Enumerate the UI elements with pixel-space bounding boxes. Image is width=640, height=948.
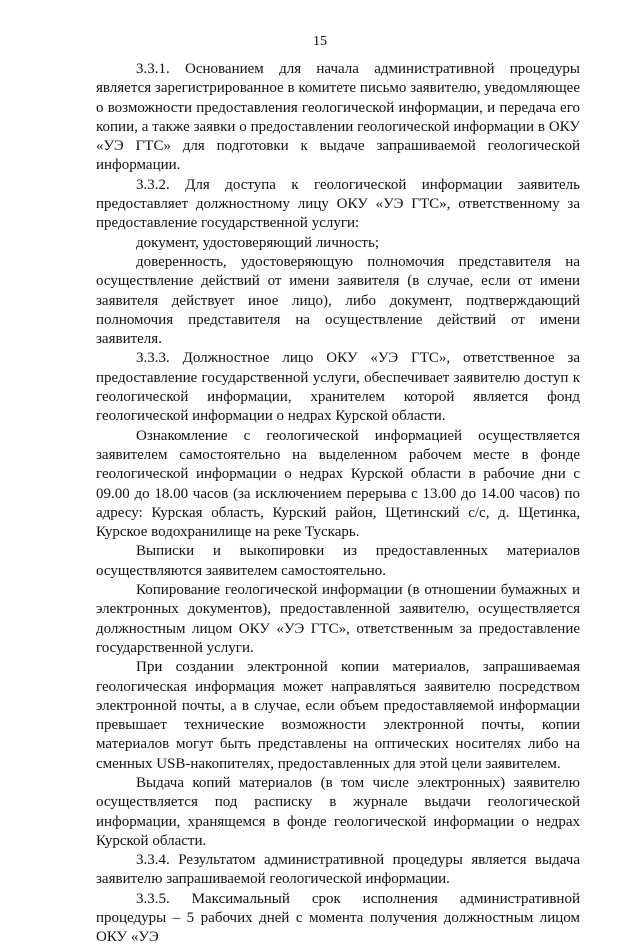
page-number: 15 bbox=[313, 34, 327, 49]
paragraph-3-3-1: 3.3.1. Основанием для начала административной процедуры является зарегистрированное в комитете письмо заявителю, уведомляющее о возможности предоставления геологической информации, и передача его копии, а также заявки о предоставлении геологической информации в ОКУ «УЭ ГТС» для подготовки к выдаче запрашиваемой геологической информации. bbox=[96, 61, 580, 174]
paragraph-issuance: Выдача копий материалов (в том числе электронных) заявителю осуществляется под расписку в журнале выдачи геологической информации, хранящемся в фонде геологической информации о недрах Курской области. bbox=[96, 774, 580, 849]
paragraph-copying: Копирование геологической информации (в отношении бумажных и электронных документов), предоставленной заявителю, осуществляется должностным лицом ОКУ «УЭ ГТС», ответственным за предоставление государственной услуги. bbox=[96, 582, 580, 656]
paragraph-3-3-4: 3.3.4. Результатом административной процедуры является выдача заявителю запрашиваемой геологической информации. bbox=[96, 852, 580, 888]
paragraph-3-3-5: 3.3.5. Максимальный срок исполнения административной процедуры – 5 рабочих дней с момента получения должностным лицом ОКУ «УЭ bbox=[96, 890, 580, 946]
list-item-power-of-attorney: доверенность, удостоверяющую полномочия представителя на осуществление действий от имени заявителя (в случае, если от имени заявителя действует иное лицо), либо документ, подтверждающий полномочия представителя на осуществление действий от имени заявителя. bbox=[96, 253, 580, 348]
paragraph-familiarization: Ознакомление с геологической информацией осуществляется заявителем самостоятельно на выделенном рабочем месте в фонде геологической информации о недрах Курской области в рабочие дни с 09.00 до 18.00 часов (за исключением перерыва с 13.00 до 14.00 часов) по адресу: Курская область, Курский район, Щетинский с/с, д. Щетинка, Курское водохранилище на реке Тускарь. bbox=[96, 427, 580, 541]
paragraph-3-3-2: 3.3.2. Для доступа к геологической информации заявитель предоставляет должностному лицу ОКУ «УЭ ГТС», ответственному за предоставление государственной услуги: bbox=[96, 176, 580, 232]
paragraph-3-3-3: 3.3.3. Должностное лицо ОКУ «УЭ ГТС», ответственное за предоставление государственной услуги, обеспечивает заявителю доступ к геологической информации, хранителем которой является фонд геологической информации о недрах Курской области. bbox=[96, 350, 580, 425]
paragraph-extracts: Выписки и выкопировки из предоставленных материалов осуществляются заявителем самостоятельно. bbox=[96, 543, 580, 579]
document-body bbox=[96, 60, 580, 948]
paragraph-electronic-copy: При создании электронной копии материалов, запрашиваемая геологическая информация может направляться заявителю посредством электронной почты, а в случае, если объем предоставляемой информации превышает технические возможности электронной почты, копии материалов могут быть представлены на оптических носителях либо на сменных USB-накопителях, предоставленных для этой цели заявителем. bbox=[96, 659, 580, 772]
list-item-identity-document: документ, удостоверяющий личность; bbox=[136, 234, 379, 251]
